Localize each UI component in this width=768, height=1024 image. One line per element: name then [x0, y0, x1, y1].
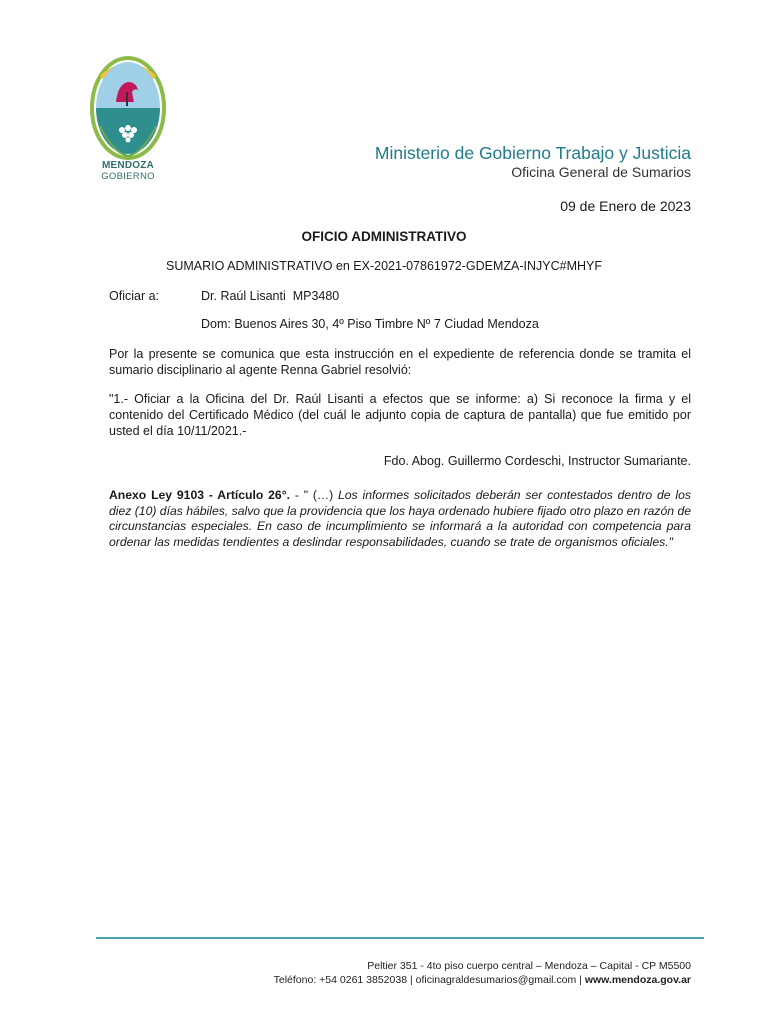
body-paragraph-intro: Por la presente se comunica que esta instrucción en el expediente de referencia donde se tramita el sumario disciplinario al agente Renna Gabriel resolvió: [109, 347, 691, 377]
legal-annex-paragraph [109, 488, 691, 550]
signature-line: Fdo. Abog. Guillermo Cordeschi, Instructor Sumariante. [383, 454, 691, 468]
footer-website-link[interactable]: www.mendoza.gov.ar [584, 974, 691, 986]
footer-divider [96, 937, 704, 939]
sumario-reference: SUMARIO ADMINISTRATIVO en EX-2021-07861972-GDEMZA-INJYC#MHYF [166, 259, 602, 273]
annex-separator: - " (…) [289, 488, 338, 502]
document-title: OFICIO ADMINISTRATIVO [301, 229, 467, 244]
annex-reference: Anexo Ley 9103 - Artículo 26°. [109, 488, 290, 502]
body-paragraph-resolution: "1.- Oficiar a la Oficina del Dr. Raúl Lisanti a efectos que se informe: a) Si reconoce la firma y el contenido del Certificado Médico (del cuál le adjunto copia de captura de pantalla) que fue emitido por usted el día 10/11/2021.- [109, 392, 691, 438]
logo-label-gobierno: GOBIERNO [101, 171, 155, 182]
footer-address: Peltier 351 - 4to piso cuerpo central – Mendoza – Capital - CP M5500 [367, 960, 691, 972]
annex-text: Los informes solicitados deberán ser contestados dentro de los diez (10) días hábiles, salvo que la providencia que los haya ordenado hubiere fijado otro plazo en razón de circunstancias especiales. En caso de incumplimiento se informará a la autoridad con competencia para ordenar las medidas tendientes a deslindar responsabilidades, cuando se trate de organismos oficiales." [109, 488, 692, 549]
recipient-name: Dr. Raúl Lisanti MP3480 [201, 289, 340, 303]
oficiar-label: Oficiar a: [109, 289, 160, 303]
footer-phone-email: Teléfono: +54 0261 3852038 | oficinagraldesumarios@gmail.com | [273, 974, 585, 986]
footer-contact [274, 974, 691, 986]
ministry-title: Ministerio de Gobierno Trabajo y Justicia [374, 143, 691, 163]
logo-label-mendoza: MENDOZA [102, 160, 154, 171]
recipient-address: Dom: Buenos Aires 30, 4º Piso Timbre Nº 7 Ciudad Mendoza [201, 317, 539, 331]
office-subtitle: Oficina General de Sumarios [511, 164, 691, 180]
document-date: 09 de Enero de 2023 [560, 198, 691, 214]
